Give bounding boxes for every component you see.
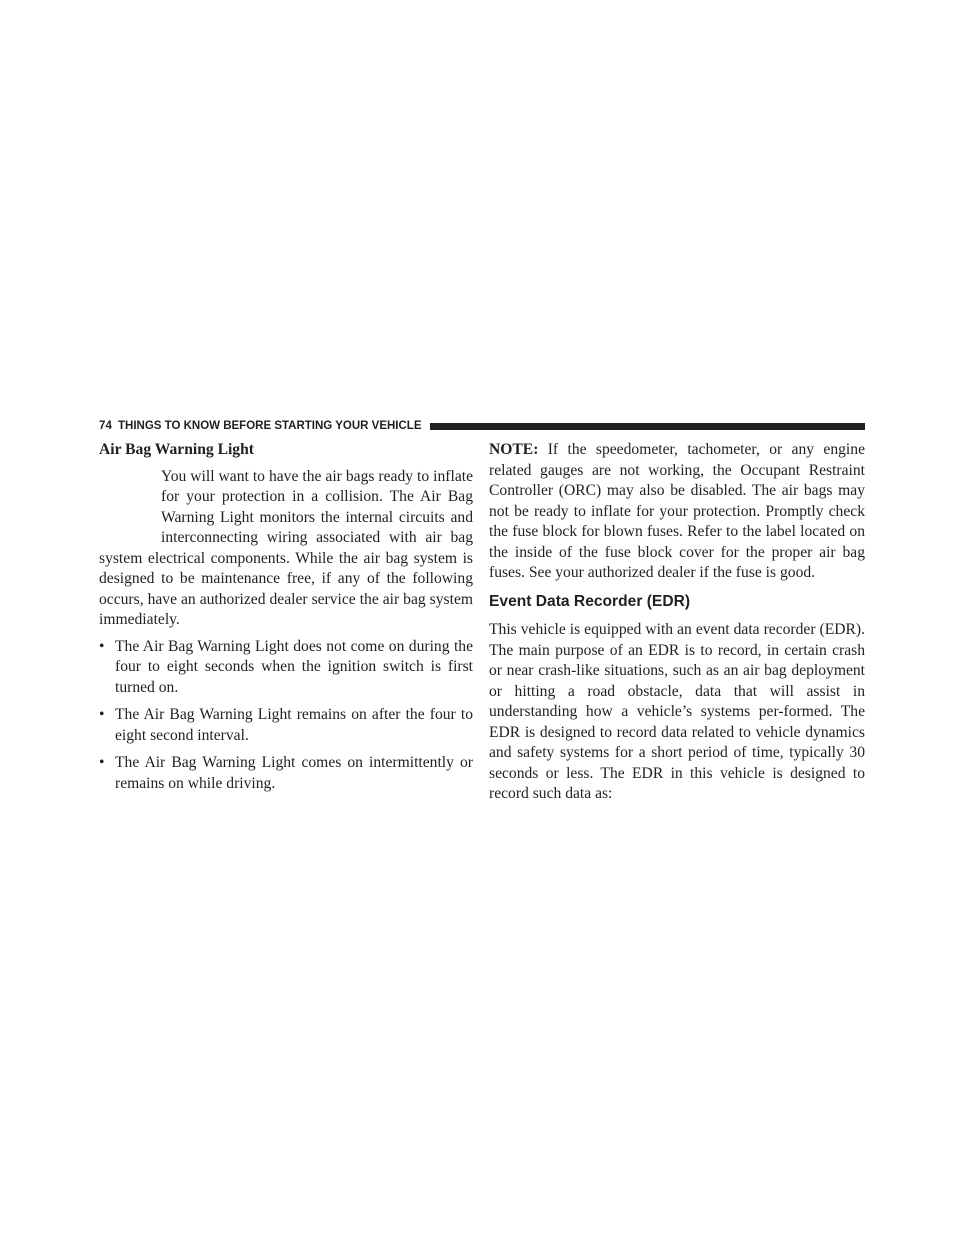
edr-section-heading: Event Data Recorder (EDR) bbox=[489, 592, 691, 610]
airbag-warning-heading: Air Bag Warning Light bbox=[99, 441, 254, 458]
list-item-text: The Air Bag Warning Light does not come on during the four to eight seconds when the ignition switch is first turned on. bbox=[115, 637, 473, 696]
bullet-marker: • bbox=[99, 706, 105, 723]
header-rule bbox=[430, 423, 866, 430]
note-label: NOTE: bbox=[489, 441, 539, 458]
airbag-warning-block bbox=[99, 467, 473, 631]
bullet-marker: • bbox=[99, 754, 105, 771]
page-header bbox=[99, 419, 865, 433]
bullet-marker: • bbox=[99, 637, 105, 655]
list-item bbox=[99, 705, 473, 746]
note-text: If the speedometer, tachometer, or any engine related gauges are not working, the Occupant Restraint Controller (ORC) may also be disabled. The air bags may not be ready to inflate for your protection. Promptly check the fuse block for blown fuses. Refer to the label located on the inside of the fuse block cover for the proper air bag fuses. See your authorized dealer if the fuse is good. bbox=[489, 441, 865, 581]
list-item-text: The Air Bag Warning Light remains on after the four to eight second interval. bbox=[115, 706, 473, 744]
list-item-text: The Air Bag Warning Light comes on intermittently or remains on while driving. bbox=[115, 754, 473, 792]
edr-paragraph: This vehicle is equipped with an event data recorder (EDR). The main purpose of an EDR is to record, in certain crash or near crash-like situations, such as an air bag deployment or hitting a road obstacle, data that will assist in understanding how a vehicle’s systems per-formed. The EDR is designed to record data related to vehicle dynamics and safety systems for a short period of time, typically 30 seconds or less. The EDR in this vehicle is designed to record such data as: bbox=[489, 621, 865, 802]
page-number: 74 bbox=[99, 420, 112, 432]
airbag-warning-icon-space bbox=[99, 467, 161, 547]
note-paragraph bbox=[489, 440, 865, 584]
right-column bbox=[489, 440, 865, 805]
running-title: THINGS TO KNOW BEFORE STARTING YOUR VEHICLE bbox=[118, 420, 422, 432]
airbag-warning-intro: You will want to have the air bags ready to inflate for your protection in a collision. The Air Bag Warning Light monitors the internal circuits and interconnecting wiring associated with air bag system electrical components. While the air bag system is designed to be maintenance free, if any of the following occurs, have an authorized dealer service the air bag system immediately. bbox=[99, 467, 473, 628]
left-column bbox=[99, 440, 473, 801]
list-item bbox=[99, 637, 473, 699]
airbag-conditions-list bbox=[99, 637, 473, 795]
list-item bbox=[99, 753, 473, 794]
